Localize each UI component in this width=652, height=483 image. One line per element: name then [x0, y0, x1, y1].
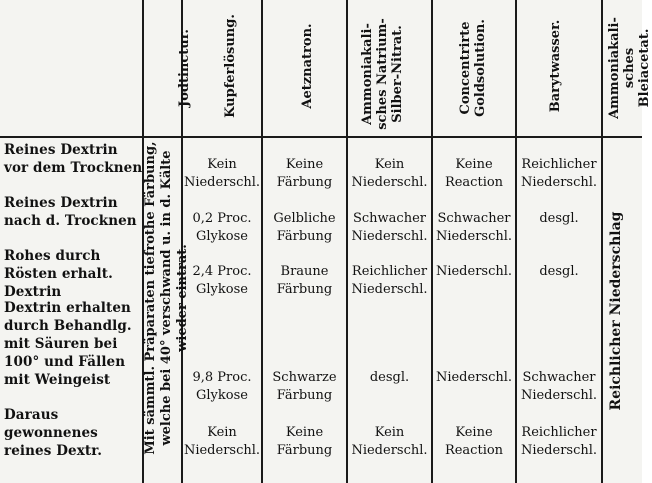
header-copper: Kupferlösung.	[223, 14, 238, 118]
header-silver: Ammoniakali-sches Natrium-Silber-Nitrat.	[360, 18, 405, 130]
cell-baryta: desgl.	[539, 264, 579, 279]
header-rule	[0, 136, 642, 138]
cell-soda: Braune Färbung	[276, 264, 333, 297]
header-lead: Ammoniakali-sches Bleiacetat.	[607, 17, 652, 119]
row-label: Dextrin erhalten durch Behandlg. mit Säuren bei 100° und Fällen mit Weingeist	[4, 300, 132, 388]
cell-gold: Niederschl.	[435, 370, 513, 385]
cell-silver: Reichlicher Niederschl.	[351, 264, 428, 297]
cell-soda: Keine Färbung	[276, 157, 333, 190]
header-iodine: Jodtinctur.	[177, 29, 192, 107]
column-rule	[601, 0, 603, 483]
cell-gold: Schwacher Niederschl.	[435, 211, 513, 244]
cell-gold: Niederschl.	[435, 264, 513, 279]
cell-gold: Keine Reaction	[444, 425, 504, 458]
row-label: Rohes durch Rösten erhalt. Dextrin	[4, 248, 113, 300]
cell-copper: 0,2 Proc. Glykose	[192, 211, 252, 244]
column-rule	[515, 0, 517, 483]
row-label: Reines Dextrin nach d. Trocknen	[4, 195, 137, 229]
cell-silver: desgl.	[369, 370, 410, 385]
cell-copper: 9,8 Proc. Glykose	[192, 370, 252, 403]
cell-soda: Keine Färbung	[276, 425, 333, 458]
row-label: Daraus gewonnenes reines Dextr.	[4, 407, 102, 459]
header-baryta: Barytwasser.	[548, 19, 563, 113]
cell-copper: 2,4 Proc. Glykose	[192, 264, 252, 297]
cell-copper: Kein Niederschl.	[183, 425, 261, 458]
cell-silver: Kein Niederschl.	[351, 157, 428, 190]
lead-column-note: Reichlicher Niederschlag	[608, 211, 624, 411]
iodine-column-note: Mit sämmtl. Präparaten tiefrothe Färbung, welche bei 40° verschwand u. in d. Kälte wieder eintrat.	[143, 141, 190, 455]
header-gold: Concentrirte Goldsolution.	[458, 19, 488, 117]
cell-baryta: Schwacher Niederschl.	[520, 370, 598, 403]
cell-baryta: desgl.	[539, 211, 579, 226]
cell-soda: Gelbliche Färbung	[273, 211, 336, 244]
cell-soda: Schwarze Färbung	[272, 370, 337, 403]
cell-baryta: Reichlicher Niederschl.	[520, 425, 598, 458]
header-soda: Aetznatron.	[300, 23, 315, 109]
row-label: Reines Dextrin vor dem Trocknen	[4, 142, 143, 176]
cell-silver: Kein Niederschl.	[351, 425, 428, 458]
cell-silver: Schwacher Niederschl.	[351, 211, 428, 244]
cell-baryta: Reichlicher Niederschl.	[520, 157, 598, 190]
cell-copper: Kein Niederschl.	[183, 157, 261, 190]
cell-gold: Keine Reaction	[444, 157, 504, 190]
